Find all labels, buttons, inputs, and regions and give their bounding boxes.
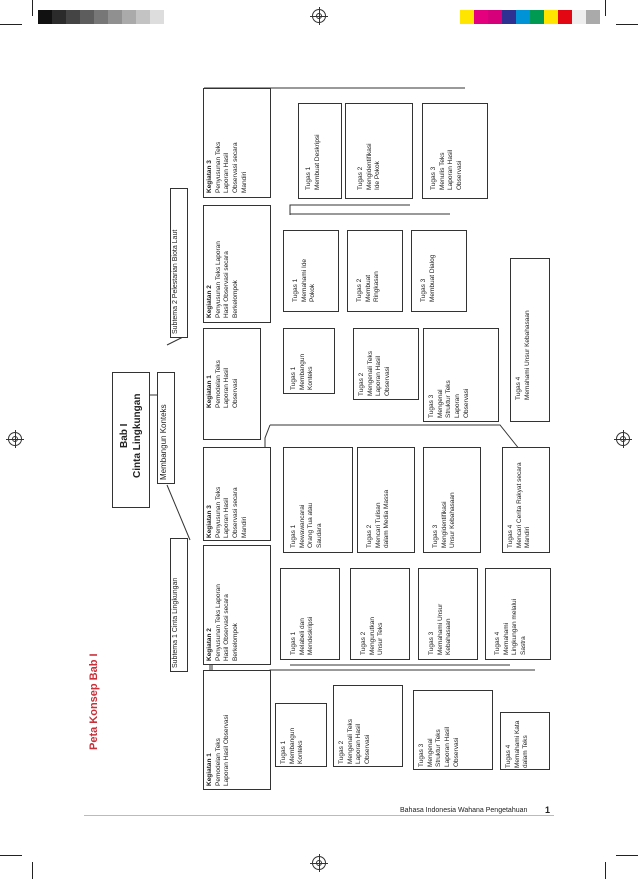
page-side-title: Peta Konsep Bab I bbox=[88, 653, 100, 750]
footer-book-title: Bahasa Indonesia Wahana Pengetahuan bbox=[400, 807, 528, 814]
s2-k1-tugas-4: Tugas 4 Memahami Unsur Kebahasaan bbox=[515, 310, 531, 400]
footer-rule bbox=[84, 815, 554, 816]
s2-k1-tugas-1: Tugas 1 Membangun Konteks bbox=[290, 353, 315, 390]
s1-k1-tugas-2: Tugas 2 Mengenali Teks Laporan Hasil Observasi bbox=[338, 718, 371, 764]
s1-kegiatan-2: Kegiatan 2 Penyusunan Teks Laporan Hasil Observasi secara Berkelompok bbox=[206, 584, 239, 661]
s1-k3-tugas-3: Tugas 3 Mengidentifikasi Unsur Kebahasaan bbox=[432, 492, 457, 548]
s1-k2-tugas-3: Tugas 3 Memahami Unsur Kebahasaan bbox=[428, 603, 453, 655]
s1-kegiatan-3: Kegiatan 3 Penyusunan Teks Laporan Hasil Observasi secara Mandiri bbox=[206, 486, 248, 538]
s2-k3-tugas-3: Tugas 3 Menulis Teks Laporan Hasil Observasi bbox=[430, 149, 463, 190]
s2-kegiatan-2: Kegiatan 2 Penyusunan Teks Laporan Hasil Observasi secara Berkelompok bbox=[206, 241, 239, 318]
s2-k1-tugas-3: Tugas 3 Mengenal Struktur Teks Laporan Observasi bbox=[428, 380, 470, 418]
s1-k3-tugas-1: Tugas 1 Mewawancarai Orang Tua atau Saudara bbox=[290, 502, 323, 548]
bab-title bbox=[118, 394, 145, 478]
s1-k2-tugas-2: Tugas 2 Mengurutkan Unsur Teks bbox=[360, 617, 385, 655]
s1-k3-tugas-4: Tugas 4 Mencari Cerita Rakyat secara Mandiri bbox=[507, 462, 532, 548]
s2-kegiatan-3: Kegiatan 3 Penyusunan Teks Laporan Hasil Observasi secara Mandiri bbox=[206, 141, 248, 193]
s2-k2-tugas-1: Tugas 1 Memahami Ide Pokok bbox=[292, 259, 317, 302]
s2-k2-tugas-2: Tugas 2 Membuat Ringkasan bbox=[356, 271, 381, 302]
bab-name: Cinta Lingkungan bbox=[132, 393, 144, 478]
subtema1-label: Subtema 1 Cinta Lingkungan bbox=[172, 577, 179, 668]
s1-k3-tugas-2: Tugas 2 Mencari Tulisan dalam Media Massa bbox=[366, 489, 391, 548]
central-label: Membangun Konteks bbox=[159, 404, 168, 480]
s1-k1-tugas-4: Tugas 4 Memahami Kata dalam Teks bbox=[505, 720, 530, 768]
s1-k2-tugas-1: Tugas 1 Melabeli dan Mendeskripsi bbox=[290, 616, 315, 655]
s2-k3-tugas-1: Tugas 1 Membuat Deskripsi bbox=[305, 134, 321, 190]
s1-kegiatan-1: Kegiatan 1 Pemodelan Teks Laporan Hasil Observasi bbox=[206, 714, 231, 786]
s1-k2-tugas-4: Tugas 4 Memahami Lingkungan melalui Sastra bbox=[494, 598, 527, 655]
s2-k2-tugas-3: Tugas 3 Membuat Dialog bbox=[420, 254, 436, 302]
s2-k1-tugas-2: Tugas 2 Mengenali Teks Laporan Hasil Observasi bbox=[358, 350, 391, 396]
s2-k3-tugas-2: Tugas 2 Mengidentifikasi Ide Pokok bbox=[357, 143, 382, 190]
subtema2-label: Subtema 2 Pelestarian Biota Laut bbox=[172, 229, 179, 334]
footer-page-number: 1 bbox=[545, 805, 551, 815]
s1-k1-tugas-3: Tugas 3 Mengenal Struktur Teks Laporan Hasil Observasi bbox=[418, 726, 460, 767]
s1-k1-tugas-1: Tugas 1 Membangun Konteks bbox=[280, 727, 305, 764]
bab-number: Bab I bbox=[119, 423, 130, 448]
s2-kegiatan-1: Kegiatan 1 Pemodelan Teks Laporan Hasil Observasi bbox=[206, 360, 239, 408]
